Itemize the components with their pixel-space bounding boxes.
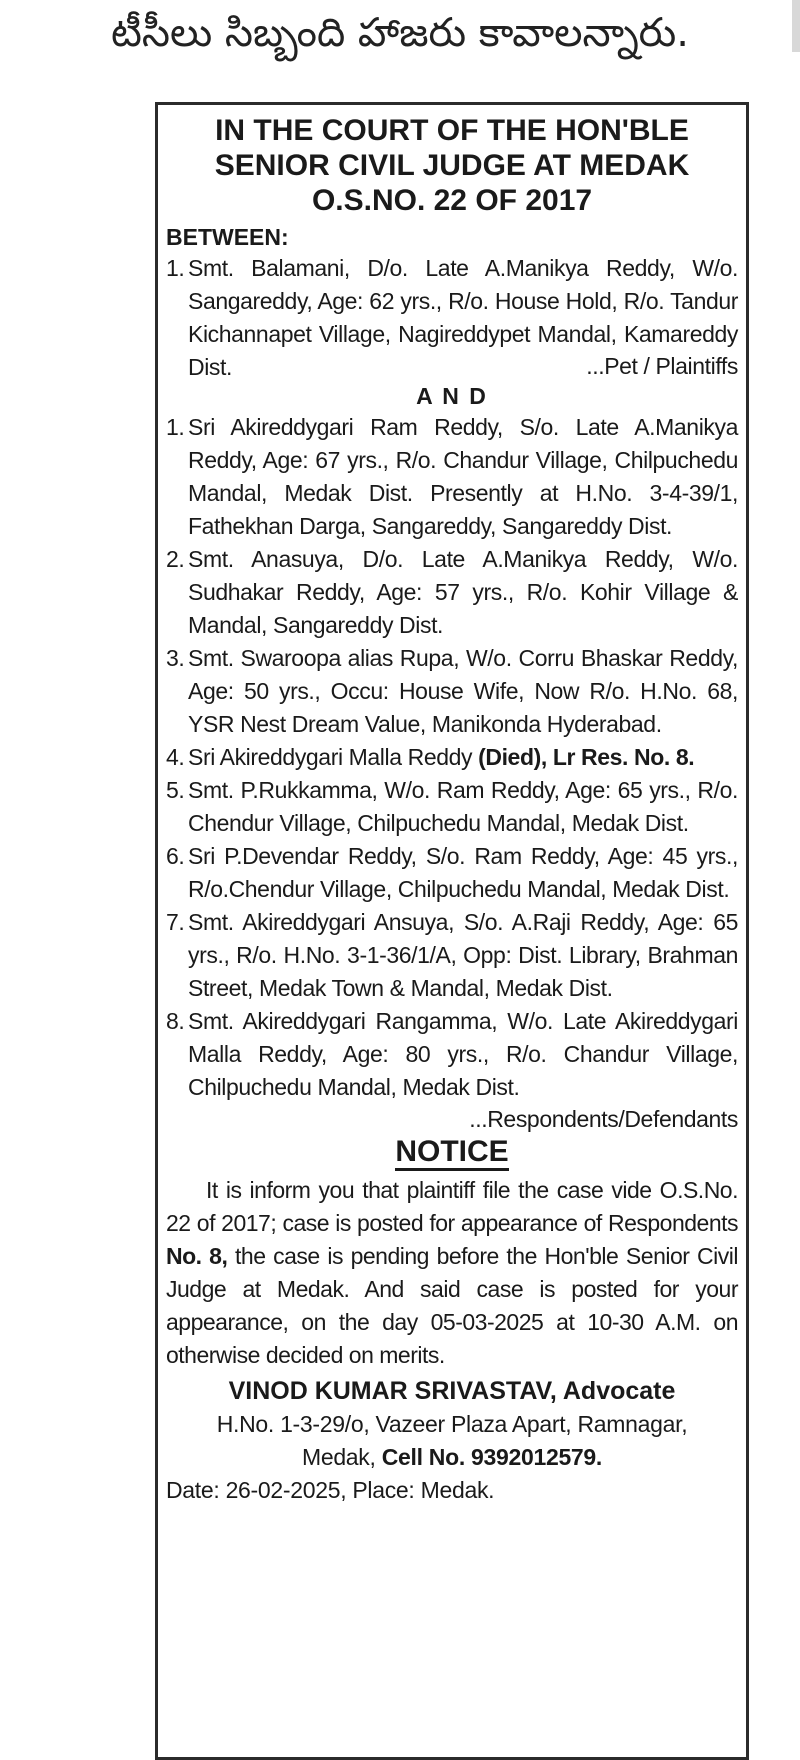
notice-heading bbox=[166, 1134, 738, 1170]
respondent-status: (Died), Lr Res. No. 8. bbox=[478, 744, 695, 770]
petitioner-role: ...Pet / Plaintiffs bbox=[586, 353, 738, 379]
respondent-text: Smt. Swaroopa alias Rupa, W/o. Corru Bhaskar Reddy, Age: 50 yrs., Occu: House Wife, Now R/o. H.No. 68, YSR Nest Dream Value, Manikonda Hyderabad. bbox=[188, 645, 738, 737]
respondent-text: Sri Akireddygari Ram Reddy, S/o. Late A.Manikya Reddy, Age: 67 yrs., R/o. Chandur Village, Chilpuchedu Mandal, Medak Dist. Presently at H.No. 3-4-39/1, Fathekhan Darga, Sangareddy, Sangareddy Dist. bbox=[188, 414, 738, 539]
item-number: 1. bbox=[166, 255, 185, 281]
notice-body-respondent-ref: No. 8, bbox=[166, 1243, 228, 1269]
headline-strip bbox=[0, 0, 800, 70]
advocate-address: H.No. 1-3-29/o, Vazeer Plaza Apart, Ramnagar, bbox=[216, 1411, 688, 1437]
court-title-line: SENIOR CIVIL JUDGE AT MEDAK bbox=[214, 149, 690, 182]
item-number: 4. bbox=[166, 744, 185, 770]
court-notice-box bbox=[155, 102, 749, 1760]
advocate-contact bbox=[166, 1441, 738, 1474]
respondent-list bbox=[166, 411, 738, 1104]
item-number: 2. bbox=[166, 546, 185, 572]
respondent-item bbox=[166, 741, 738, 774]
respondent-role: ...Respondents/Defendants bbox=[469, 1106, 738, 1132]
notice-body-text: It is inform you that plaintiff file the case vide O.S.No. 22 of 2017; case is posted for appearance of Respondents bbox=[166, 1177, 738, 1236]
respondent-item bbox=[166, 906, 738, 1005]
item-number: 1. bbox=[166, 414, 185, 440]
item-number: 6. bbox=[166, 843, 185, 869]
notice-heading-text: NOTICE bbox=[395, 1135, 508, 1171]
case-number: O.S.NO. 22 OF 2017 bbox=[311, 184, 593, 217]
item-number: 5. bbox=[166, 777, 185, 803]
respondent-item bbox=[166, 774, 738, 840]
item-number: 7. bbox=[166, 909, 185, 935]
column-divider bbox=[792, 0, 800, 52]
petitioner-item bbox=[166, 252, 738, 384]
advocate-cell: Cell No. 9392012579. bbox=[381, 1444, 603, 1470]
respondent-text: Smt. Anasuya, D/o. Late A.Manikya Reddy, W/o. Sudhakar Reddy, Age: 57 yrs., R/o. Kohir Village & Mandal, Sangareddy Dist. bbox=[188, 546, 738, 638]
advocate-name: VINOD KUMAR SRIVASTAV, Advocate bbox=[228, 1377, 676, 1405]
court-title-line: IN THE COURT OF THE HON'BLE bbox=[215, 114, 689, 147]
telugu-headline: టీసీలు సిబ్బంది హాజరు కావాలన్నారు. bbox=[111, 10, 689, 56]
respondent-item bbox=[166, 543, 738, 642]
respondent-item bbox=[166, 840, 738, 906]
and-separator: A N D bbox=[416, 383, 488, 409]
respondent-text: Sri P.Devendar Reddy, S/o. Ram Reddy, Age: 45 yrs., R/o.Chendur Village, Chilpuchedu Mandal, Medak Dist. bbox=[188, 843, 738, 902]
notice-body bbox=[166, 1174, 738, 1372]
respondent-item bbox=[166, 642, 738, 741]
notice-body-text: the case is pending before the Hon'ble Senior Civil Judge at Medak. And said case is posted for your appearance, on the day 05-03-2025 at 10-30 A.M. on otherwise decided on merits. bbox=[166, 1243, 738, 1368]
respondent-text: Smt. P.Rukkamma, W/o. Ram Reddy, Age: 65 yrs., R/o. Chendur Village, Chilpuchedu Mandal, Medak Dist. bbox=[188, 777, 738, 836]
item-number: 3. bbox=[166, 645, 185, 671]
petitioner-list bbox=[166, 252, 738, 384]
date-place: Date: 26-02-2025, Place: Medak. bbox=[166, 1477, 495, 1503]
respondent-text: Sri Akireddygari Malla Reddy bbox=[188, 744, 479, 770]
respondent-item bbox=[166, 411, 738, 543]
between-label: BETWEEN: bbox=[166, 224, 289, 250]
respondent-text: Smt. Akireddygari Ansuya, S/o. A.Raji Reddy, Age: 65 yrs., R/o. H.No. 3-1-36/1/A, Opp: Dist. Library, Brahman Street, Medak Town & Mandal, Medak Dist. bbox=[188, 909, 738, 1001]
respondent-item bbox=[166, 1005, 738, 1104]
court-title-block bbox=[166, 113, 738, 218]
advocate-city: Medak, bbox=[301, 1444, 382, 1470]
respondent-text: Smt. Akireddygari Rangamma, W/o. Late Akireddygari Malla Reddy, Age: 80 yrs., R/o. Chandur Village, Chilpuchedu Mandal, Medak Dist. bbox=[188, 1008, 738, 1100]
petitioner-text: Smt. Balamani, D/o. Late A.Manikya Reddy, W/o. Sangareddy, Age: 62 yrs., R/o. House Hold, R/o. Tandur Kichannapet Village, Nagireddypet Mandal, Kamareddy Dist. bbox=[188, 255, 738, 380]
item-number: 8. bbox=[166, 1008, 185, 1034]
